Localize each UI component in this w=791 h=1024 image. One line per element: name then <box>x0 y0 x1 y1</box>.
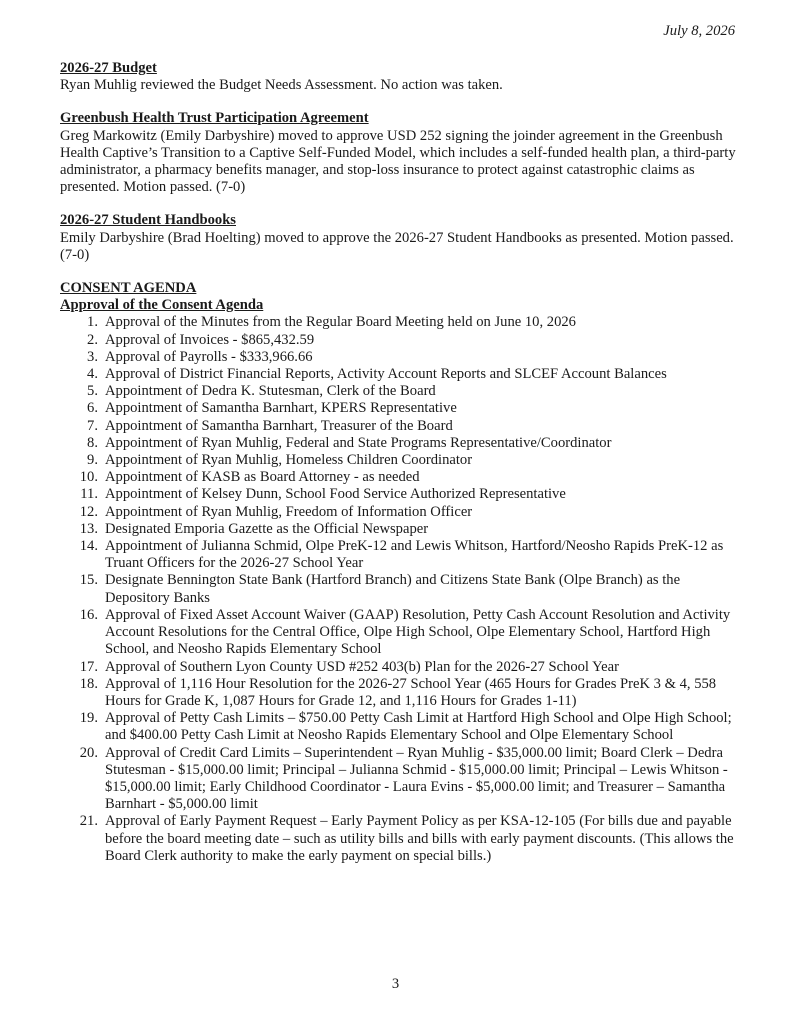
item-text: Appointment of Samantha Barnhart, KPERS Representative <box>105 400 457 417</box>
consent-item <box>60 659 740 676</box>
consent-item <box>60 607 740 659</box>
item-number: 9. <box>87 452 98 469</box>
item-text: Approval of Payrolls - $333,966.66 <box>105 348 313 365</box>
consent-item <box>60 314 740 331</box>
item-number: 15. <box>79 572 98 589</box>
item-text: Appointment of Ryan Muhlig, Homeless Children Coordinator <box>105 452 473 469</box>
section-consent-agenda <box>60 280 740 865</box>
consent-item <box>60 521 740 538</box>
item-text: Approval of Credit Card Limits – Superintendent – Ryan Muhlig - $35,000.00 limit; Board Clerk – Dedra Stutesman - $15,000.00 limit; Principal – Julianna Schmid - $15,000.00 limit; Principal – Lewis Whitson - $15,000.00 limit; Early Childhood Coordinator - Laura Evins - $5,000.00 limit; and Treasurer – Samantha Barnhart - $5,000.00 limit <box>105 744 728 813</box>
consent-item <box>60 400 740 417</box>
item-number: 6. <box>87 400 98 417</box>
item-text: Appointment of Kelsey Dunn, School Food Service Authorized Representative <box>105 486 566 503</box>
item-text: Approval of the Minutes from the Regular Board Meeting held on June 10, 2026 <box>105 314 576 331</box>
consent-item <box>60 538 740 572</box>
item-number: 12. <box>79 503 98 520</box>
consent-item <box>60 745 740 814</box>
item-number: 5. <box>87 383 98 400</box>
page-number: 3 <box>391 976 400 992</box>
item-text: Approval of Petty Cash Limits – $750.00 Petty Cash Limit at Hartford High School and Olpe High School; and $400.00 Petty Cash Limit at Neosho Rapids Elementary School and Olpe Elementary School <box>105 710 732 744</box>
item-text: Approval of Fixed Asset Account Waiver (GAAP) Resolution, Petty Cash Account Resolution and Activity Account Resolutions for the Central Office, Olpe High School, Olpe Elementary School, Hartford High School, and Neosho Rapids Elementary School <box>105 606 731 658</box>
consent-agenda-list <box>60 314 740 865</box>
item-number: 18. <box>79 675 98 692</box>
item-number: 19. <box>79 710 98 727</box>
consent-item <box>60 366 740 383</box>
consent-item <box>60 332 740 349</box>
section-text: Greg Markowitz (Emily Darbyshire) moved to approve USD 252 signing the joinder agreement in the Greenbush Health Captive’s Transition to a Captive Self-Funded Model, which includes a self-funded health plan, a third-party administrator, a pharmacy benefits manager, and stop-loss insurance to protect against catastrophic claims as presented. Motion passed. (7-0) <box>60 127 736 196</box>
section-text: Ryan Muhlig reviewed the Budget Needs Assessment. No action was taken. <box>60 77 503 94</box>
item-text: Appointment of KASB as Board Attorney - as needed <box>105 469 420 486</box>
meeting-date: July 8, 2026 <box>663 23 735 39</box>
section-greenbush-health-trust <box>60 110 740 196</box>
consent-item <box>60 676 740 710</box>
section-heading: Greenbush Health Trust Participation Agreement <box>60 110 369 127</box>
section-text: Emily Darbyshire (Brad Hoelting) moved to approve the 2026-27 Student Handbooks as presented. Motion passed. (7-0) <box>60 229 734 263</box>
section-student-handbooks <box>60 212 740 264</box>
item-number: 13. <box>79 520 98 537</box>
item-number: 4. <box>87 366 98 383</box>
item-number: 20. <box>79 744 98 761</box>
item-text: Approval of Early Payment Request – Early Payment Policy as per KSA-12-105 (For bills due and payable before the board meeting date – such as utility bills and bills with early payment discounts. (This allows the Board Clerk authority to make the early payment on special bills.) <box>105 813 734 864</box>
consent-item <box>60 383 740 400</box>
section-budget <box>60 60 740 94</box>
item-text: Approval of 1,116 Hour Resolution for the 2026-27 School Year (465 Hours for Grades PreK 3 & 4, 558 Hours for Grade K, 1,087 Hours for Grade 12, and 1,116 Hours for Grades 1-11) <box>105 675 717 709</box>
item-text: Approval of Invoices - $865,432.59 <box>105 331 315 348</box>
consent-item <box>60 452 740 469</box>
item-text: Approval of Southern Lyon County USD #252 403(b) Plan for the 2026-27 School Year <box>105 658 619 675</box>
consent-item <box>60 572 740 606</box>
consent-item <box>60 435 740 452</box>
item-number: 7. <box>87 417 98 434</box>
item-number: 17. <box>79 658 98 675</box>
item-number: 2. <box>87 331 98 348</box>
item-text: Designated Emporia Gazette as the Official Newspaper <box>105 520 429 537</box>
item-text: Appointment of Ryan Muhlig, Freedom of Information Officer <box>105 503 473 520</box>
item-number: 11. <box>80 486 98 503</box>
item-number: 10. <box>79 469 98 486</box>
item-number: 8. <box>87 434 98 451</box>
consent-item <box>60 486 740 503</box>
consent-item <box>60 349 740 366</box>
consent-item <box>60 813 740 865</box>
consent-item <box>60 504 740 521</box>
item-text: Appointment of Dedra K. Stutesman, Clerk of the Board <box>105 383 436 400</box>
item-text: Approval of District Financial Reports, Activity Account Reports and SLCEF Account Balances <box>105 366 667 383</box>
item-text: Appointment of Ryan Muhlig, Federal and State Programs Representative/Coordinator <box>105 434 612 451</box>
minutes-content <box>60 60 740 865</box>
section-heading: 2026-27 Budget <box>60 60 157 76</box>
item-text: Appointment of Julianna Schmid, Olpe PreK-12 and Lewis Whitson, Hartford/Neosho Rapids PreK-12 as Truant Officers for the 2026-27 School Year <box>105 538 724 572</box>
item-number: 14. <box>79 538 98 555</box>
item-text: Appointment of Samantha Barnhart, Treasurer of the Board <box>105 417 453 434</box>
item-number: 21. <box>79 813 98 830</box>
consent-item <box>60 418 740 435</box>
item-text: Designate Bennington State Bank (Hartford Branch) and Citizens State Bank (Olpe Branch) as the Depository Banks <box>105 572 681 606</box>
section-heading: 2026-27 Student Handbooks <box>60 212 236 229</box>
consent-item <box>60 710 740 744</box>
consent-item <box>60 469 740 486</box>
consent-agenda-subheading: Approval of the Consent Agenda <box>60 297 264 314</box>
item-number: 16. <box>79 606 98 623</box>
consent-agenda-heading: CONSENT AGENDA <box>60 280 197 297</box>
item-number: 3. <box>87 348 98 365</box>
item-number: 1. <box>87 314 98 331</box>
